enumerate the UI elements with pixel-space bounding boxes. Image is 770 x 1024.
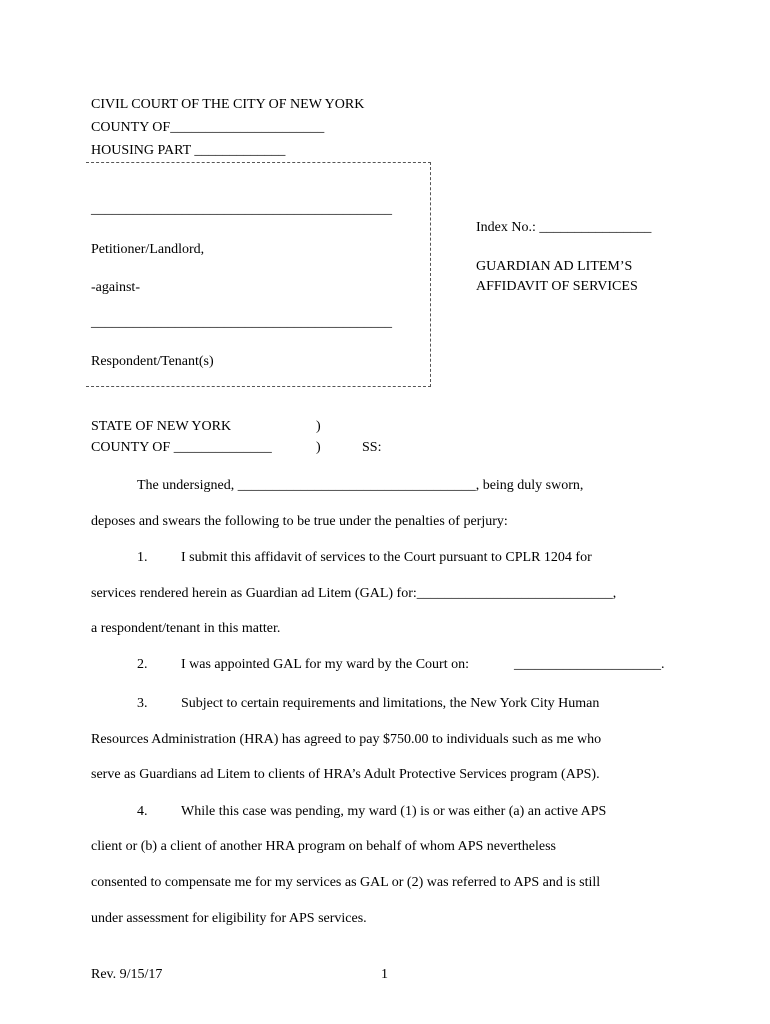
paragraph-2-text: I was appointed GAL for my ward by the Court on: (181, 657, 469, 672)
index-number-field[interactable]: Index No.: ________________ (476, 220, 652, 235)
caption-box-right-border (430, 162, 431, 387)
paragraph-4-line-2: client or (b) a client of another HRA program on behalf of whom APS nevertheless (91, 839, 556, 854)
paragraph-3-line-2: Resources Administration (HRA) has agreed to pay $750.00 to individuals such as me who (91, 732, 602, 747)
venue-paren-2: ) (316, 440, 321, 455)
paragraph-1-line-1: I submit this affidavit of services to the Court pursuant to CPLR 1204 for (181, 550, 592, 565)
against-label: -against- (91, 280, 140, 295)
revision-date: Rev. 9/15/17 (91, 967, 163, 982)
venue-county-field[interactable]: COUNTY OF ______________ (91, 440, 272, 455)
appointment-date-field[interactable]: _____________________. (514, 657, 665, 672)
document-title-line1: GUARDIAN AD LITEM’S (476, 259, 633, 274)
petitioner-name-field[interactable]: ___________________________________________ (91, 202, 392, 217)
paragraph-4-line-1: While this case was pending, my ward (1) is or was either (a) an active APS (181, 804, 607, 819)
intro-line-1: The undersigned, __________________________________, being duly sworn, (137, 478, 584, 493)
paragraph-4-line-4: under assessment for eligibility for APS services. (91, 911, 367, 926)
document-title-line2: AFFIDAVIT OF SERVICES (476, 279, 638, 294)
paragraph-1-line-3: a respondent/tenant in this matter. (91, 621, 281, 636)
paragraph-4-line-3: consented to compensate me for my services as GAL or (2) was referred to APS and is still (91, 875, 601, 890)
paragraph-1-line-2: services rendered herein as Guardian ad Litem (GAL) for:____________________________, (91, 586, 617, 601)
caption-box-top-border (86, 162, 431, 163)
paragraph-3-line-3: serve as Guardians ad Litem to clients of HRA’s Adult Protective Services program (APS). (91, 767, 600, 782)
venue-ss: SS: (362, 440, 382, 455)
paragraph-1-number: 1. (137, 550, 148, 565)
page-number: 1 (381, 967, 388, 982)
respondent-label: Respondent/Tenant(s) (91, 354, 214, 369)
paragraph-2-number: 2. (137, 657, 148, 672)
venue-paren-1: ) (316, 419, 321, 434)
venue-state: STATE OF NEW YORK (91, 419, 232, 434)
paragraph-3-line-1: Subject to certain requirements and limitations, the New York City Human (181, 696, 600, 711)
intro-line-2: deposes and swears the following to be true under the penalties of perjury: (91, 514, 508, 529)
paragraph-4-number: 4. (137, 804, 148, 819)
respondent-name-field[interactable]: ___________________________________________ (91, 315, 392, 330)
county-line: COUNTY OF______________________ (91, 120, 325, 135)
petitioner-label: Petitioner/Landlord, (91, 242, 205, 257)
housing-part-line: HOUSING PART _____________ (91, 143, 286, 158)
caption-box-bottom-border (86, 386, 431, 387)
paragraph-3-number: 3. (137, 696, 148, 711)
court-name: CIVIL COURT OF THE CITY OF NEW YORK (91, 97, 365, 112)
